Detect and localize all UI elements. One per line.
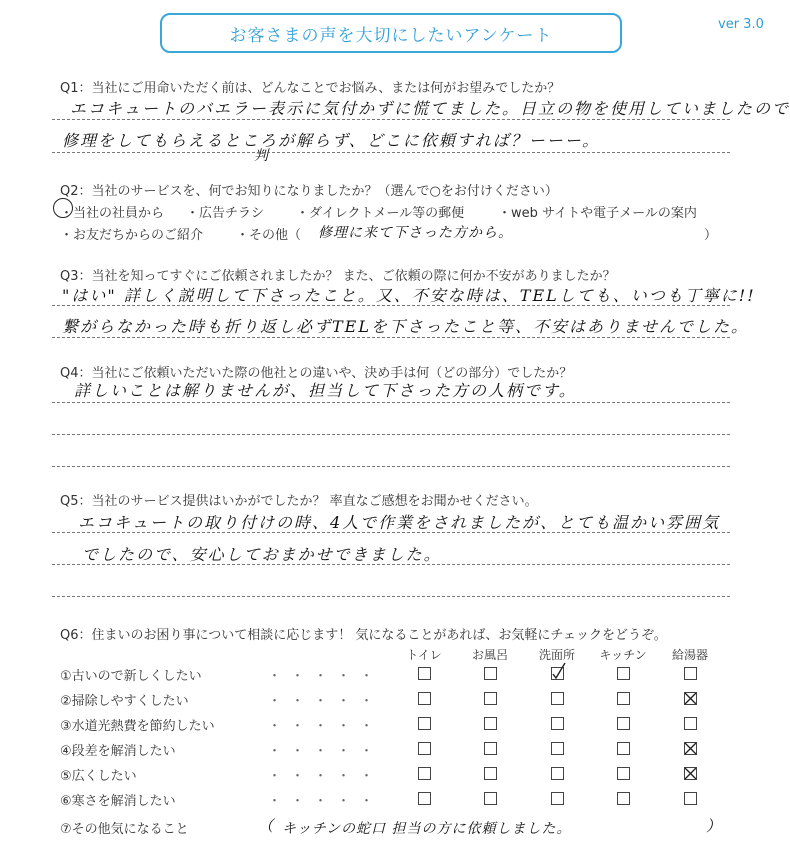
- checkbox-row3-washroom[interactable]: [551, 717, 564, 730]
- q2-option-web: ・web サイトや電子メールの案内: [498, 206, 697, 221]
- checkbox-row5-bath[interactable]: [484, 767, 497, 780]
- checkbox-row5-kitchen[interactable]: [617, 767, 630, 780]
- checkbox-row3-water-heater[interactable]: [684, 717, 697, 730]
- q5-answer-line1: エコキュートの取り付けの時、4人で作業をされましたが、とても温かい雰囲気: [78, 513, 721, 532]
- checkbox-row6-water-heater[interactable]: [684, 792, 697, 805]
- checkbox-row1-toilet[interactable]: [418, 667, 431, 680]
- q1-answer-line1: エコキュートのバエラー表示に気付かずに慌てました。日立の物を使用していましたので: [70, 99, 790, 118]
- row-label-6: ⑥寒さを解消したい: [60, 794, 176, 809]
- q6-other-close-paren: ）: [706, 817, 724, 835]
- checkbox-row2-washroom[interactable]: [551, 692, 564, 705]
- q5-answer-line2: でしたので、安心しておまかせできました。: [82, 545, 442, 564]
- row-label-2: ②掃除しやすくしたい: [60, 694, 189, 709]
- q4-question: Q4：当社にご依頼いただいた際の他社との違いや、決め手は何（どの部分）でしたか？: [60, 366, 573, 381]
- checkbox-row3-toilet[interactable]: [418, 717, 431, 730]
- q4-line3-divider: [52, 466, 730, 467]
- col-header-kitchen: キッチン: [599, 648, 647, 662]
- row-leader-dots: ・・・・・: [268, 744, 384, 759]
- row-label-4: ④段差を解消したい: [60, 744, 176, 759]
- checkbox-row2-bath[interactable]: [484, 692, 497, 705]
- row-label-other: ⑦その他気になること: [60, 822, 189, 837]
- q4-line1-divider: [52, 402, 730, 403]
- row-leader-dots: ・・・・・: [268, 719, 384, 734]
- checkbox-row2-water-heater[interactable]: [684, 692, 697, 705]
- q3-line1-divider: [52, 305, 730, 306]
- q2-other-close-paren: ）: [704, 228, 718, 243]
- q5-line2-divider: [52, 564, 730, 565]
- checkbox-row1-washroom[interactable]: [551, 667, 564, 680]
- q2-question: Q2：当社のサービスを、何でお知りになりましたか？（選んで○をお付けください）: [60, 184, 558, 199]
- x-mark-icon: [684, 767, 697, 780]
- q6-other-answer: キッチンの蛇口 担当の方に依頼しました。: [282, 821, 572, 837]
- checkbox-row1-water-heater[interactable]: [684, 667, 697, 680]
- q2-option-other: ・その他（: [236, 228, 302, 243]
- version-label: ver 3.0: [718, 17, 764, 32]
- q4-answer-line1: 詳しいことは解りませんが、担当して下さった方の人柄です。: [74, 381, 577, 400]
- checkbox-row3-bath[interactable]: [484, 717, 497, 730]
- row-leader-dots: ・・・・・: [268, 794, 384, 809]
- checkbox-row5-water-heater[interactable]: [684, 767, 697, 780]
- q5-line3-divider: [52, 596, 730, 597]
- check-mark-icon: [551, 667, 564, 680]
- checkbox-row5-toilet[interactable]: [418, 767, 431, 780]
- q4-line2-divider: [52, 434, 730, 435]
- q1-annotation: 判: [254, 148, 269, 164]
- checkbox-row4-kitchen[interactable]: [617, 742, 630, 755]
- survey-title-text: お客さまの声を大切にしたいアンケート: [229, 25, 553, 46]
- checkbox-row1-kitchen[interactable]: [617, 667, 630, 680]
- q1-answer-line2: 修理をしてもらえるところが解らず、どこに依頼すれば？ーーー。: [62, 131, 601, 150]
- q2-option-direct-mail: ・ダイレクトメール等の郵便: [296, 206, 465, 221]
- col-header-water-heater: 給湯器: [671, 648, 708, 662]
- col-header-washroom: 洗面所: [538, 648, 575, 662]
- checkbox-row3-kitchen[interactable]: [617, 717, 630, 730]
- x-mark-icon: [684, 692, 697, 705]
- q3-answer-line1: "はい" 詳しく説明して下さったこと。又、不安な時は、TELしても、いつも丁寧に!!: [62, 286, 756, 305]
- q2-option-friend: ・お友だちからのご紹介: [60, 228, 204, 243]
- checkbox-row2-toilet[interactable]: [418, 692, 431, 705]
- q6-other-open-paren: （: [258, 817, 276, 835]
- row-leader-dots: ・・・・・: [268, 769, 384, 784]
- row-label-5: ⑤広くしたい: [60, 769, 137, 784]
- col-header-toilet: トイレ: [406, 648, 442, 662]
- row-label-3: ③水道光熱費を節約したい: [60, 719, 215, 734]
- row-leader-dots: ・・・・・: [268, 694, 384, 709]
- q3-line2-divider: [52, 337, 730, 338]
- survey-title: [160, 13, 622, 53]
- q5-question: Q5：当社のサービス提供はいかがでしたか？ 率直なご感想をお聞かせください。: [60, 494, 538, 509]
- checkbox-row4-water-heater[interactable]: [684, 742, 697, 755]
- q5-line1-divider: [52, 532, 730, 533]
- checkbox-row6-washroom[interactable]: [551, 792, 564, 805]
- checkbox-row2-kitchen[interactable]: [617, 692, 630, 705]
- checkbox-row4-washroom[interactable]: [551, 742, 564, 755]
- checkbox-row6-toilet[interactable]: [418, 792, 431, 805]
- checkbox-row6-kitchen[interactable]: [617, 792, 630, 805]
- checkbox-row4-bath[interactable]: [484, 742, 497, 755]
- checkbox-row1-bath[interactable]: [484, 667, 497, 680]
- q2-option-flyer: ・広告チラシ: [186, 206, 265, 221]
- q3-question: Q3：当社を知ってすぐにご依頼されましたか？ また、ご依頼の際に何か不安がありましたか？: [60, 269, 616, 284]
- checkbox-row5-washroom[interactable]: [551, 767, 564, 780]
- q1-line2-divider: [52, 152, 730, 153]
- q6-question: Q6：住まいのお困り事について相談に応じます！ 気になることがあれば、お気軽にチェックをどうぞ。: [60, 628, 667, 643]
- q2-option-staff: ・当社の社員から: [60, 206, 165, 221]
- x-mark-icon: [684, 742, 697, 755]
- row-label-1: ①古いので新しくしたい: [60, 669, 202, 684]
- q2-other-answer: 修理に来て下さった方から。: [318, 225, 513, 241]
- row-leader-dots: ・・・・・: [268, 669, 384, 684]
- checkbox-row4-toilet[interactable]: [418, 742, 431, 755]
- q3-answer-line2: 繋がらなかった時も折り返し必ずTELを下さったこと等、不安はありませんでした。: [62, 317, 749, 336]
- q1-question: Q1：当社にご用命いただく前は、どんなことでお悩み、または何がお望みでしたか？: [60, 81, 561, 96]
- checkbox-row6-bath[interactable]: [484, 792, 497, 805]
- col-header-bath: お風呂: [471, 648, 508, 662]
- q1-line1-divider: [52, 119, 730, 120]
